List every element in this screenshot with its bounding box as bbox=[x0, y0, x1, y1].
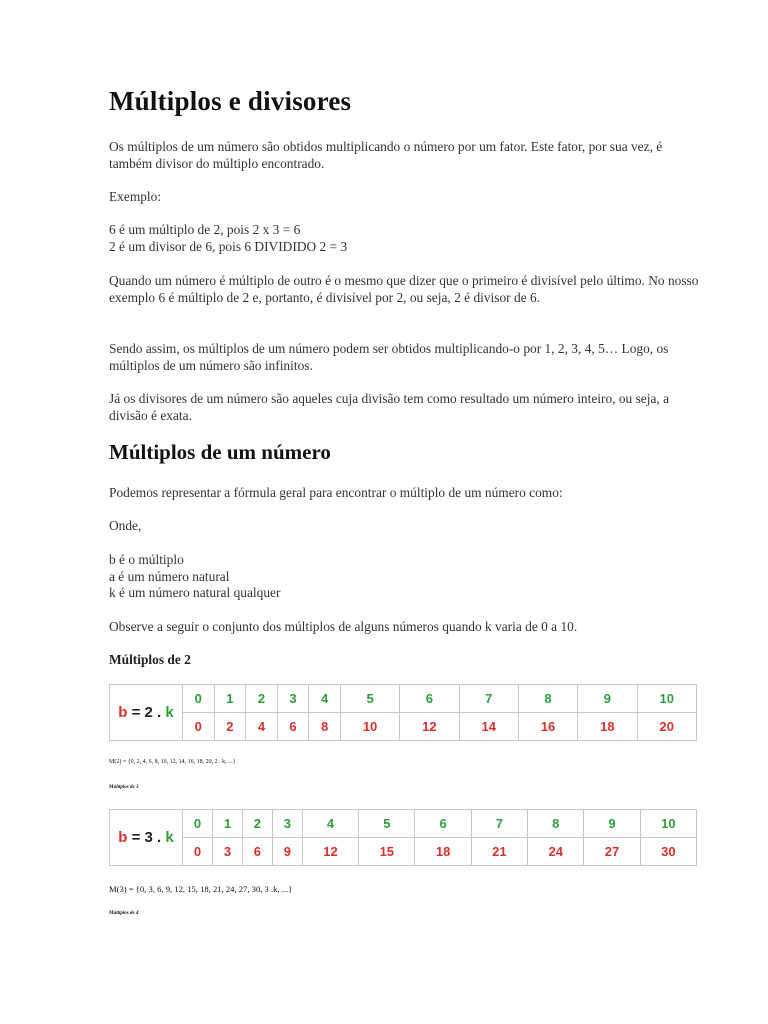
k-cell: 4 bbox=[302, 810, 358, 838]
b-cell: 21 bbox=[471, 838, 527, 866]
b-cell: 4 bbox=[246, 713, 278, 741]
b-cell: 30 bbox=[640, 838, 696, 866]
infinite-paragraph: Sendo assim, os múltiplos de um número podem ser obtidos multiplicando-o por 1, 2, 3, 4, 5… Logo, os múltiplos de um número são infinitos. bbox=[109, 341, 669, 373]
b-cell: 6 bbox=[277, 713, 309, 741]
k-cell: 5 bbox=[359, 810, 415, 838]
k-cell: 3 bbox=[277, 685, 309, 713]
b-cell: 3 bbox=[212, 838, 242, 866]
formula-k: k bbox=[165, 704, 174, 721]
k-cell: 4 bbox=[309, 685, 341, 713]
k-cell: 7 bbox=[459, 685, 518, 713]
multiples-of-2-heading: Múltiplos de 2 bbox=[109, 652, 191, 667]
b-cell: 6 bbox=[242, 838, 272, 866]
definition-a: a é um número natural bbox=[109, 569, 230, 584]
divisible-paragraph: Quando um número é múltiplo de outro é o mesmo que dizer que o primeiro é divisível pelo último. No nosso exemplo 6 é múltiplo de 2 e, portanto, é divisível por 2, ou seja, 2 é divisor de 6. bbox=[109, 273, 699, 305]
definition-k: k é um número natural qualquer bbox=[109, 585, 281, 600]
k-cell: 10 bbox=[637, 685, 696, 713]
formula-paragraph: Podemos representar a fórmula geral para encontrar o múltiplo de um número como: bbox=[109, 485, 563, 500]
formula-cell bbox=[110, 810, 183, 866]
k-cell: 0 bbox=[183, 685, 215, 713]
k-cell: 0 bbox=[183, 810, 213, 838]
b-cell: 27 bbox=[584, 838, 640, 866]
intro-paragraph: Os múltiplos de um número são obtidos multiplicando o número por um fator. Este fator, por sua vez, é também divisor do múltiplo encontrado. bbox=[109, 139, 663, 171]
section-heading-multiples: Múltiplos de um número bbox=[109, 440, 331, 464]
example-line-2: 2 é um divisor de 6, pois 6 DIVIDIDO 2 = 3 bbox=[109, 239, 348, 254]
b-cell: 12 bbox=[302, 838, 358, 866]
formula-mid: = 2 . bbox=[127, 704, 166, 721]
b-cell: 8 bbox=[309, 713, 341, 741]
onde-label: Onde, bbox=[109, 518, 142, 533]
definition-b: b é o múltiplo bbox=[109, 552, 184, 567]
k-cell: 2 bbox=[242, 810, 272, 838]
b-cell: 15 bbox=[359, 838, 415, 866]
multiples-of-3-table bbox=[109, 809, 697, 866]
set-m2: M(2) = {0, 2, 4, 6, 8, 10, 12, 14, 16, 18, 20, 2 . k, ...} bbox=[109, 759, 236, 765]
k-cell: 10 bbox=[640, 810, 696, 838]
k-cell: 6 bbox=[400, 685, 459, 713]
page-title: Múltiplos e divisores bbox=[109, 86, 352, 116]
example-label: Exemplo: bbox=[109, 189, 162, 204]
formula-b: b bbox=[118, 704, 128, 721]
multiples-of-3-heading: Múltiplos de 3 bbox=[109, 785, 139, 790]
b-cell: 2 bbox=[214, 713, 246, 741]
b-cell: 0 bbox=[183, 713, 215, 741]
multiples-of-4-heading: Múltiplos de 4 bbox=[109, 911, 139, 916]
k-cell: 1 bbox=[214, 685, 246, 713]
k-cell: 9 bbox=[578, 685, 637, 713]
k-cell: 1 bbox=[212, 810, 242, 838]
k-cell: 9 bbox=[584, 810, 640, 838]
k-cell: 8 bbox=[528, 810, 584, 838]
example-line-1: 6 é um múltiplo de 2, pois 2 x 3 = 6 bbox=[109, 222, 301, 237]
b-cell: 18 bbox=[415, 838, 471, 866]
set-m3: M(3) = {0, 3, 6, 9, 12, 15, 18, 21, 24, 27, 30, 3 .k, ...} bbox=[109, 884, 293, 894]
k-cell: 5 bbox=[340, 685, 399, 713]
b-cell: 12 bbox=[400, 713, 459, 741]
b-cell: 10 bbox=[340, 713, 399, 741]
b-cell: 16 bbox=[518, 713, 577, 741]
k-cell: 2 bbox=[246, 685, 278, 713]
formula-b: b bbox=[118, 829, 128, 846]
formula-cell bbox=[110, 685, 183, 741]
b-cell: 18 bbox=[578, 713, 637, 741]
observe-paragraph: Observe a seguir o conjunto dos múltiplos de alguns números quando k varia de 0 a 10. bbox=[109, 619, 578, 634]
formula-mid: = 3 . bbox=[127, 829, 166, 846]
multiples-of-2-table bbox=[109, 684, 697, 741]
k-cell: 7 bbox=[471, 810, 527, 838]
b-row bbox=[110, 838, 697, 866]
b-cell: 9 bbox=[272, 838, 302, 866]
divisors-paragraph: Já os divisores de um número são aqueles cuja divisão tem como resultado um número inteiro, ou seja, a divisão é exata. bbox=[109, 391, 670, 423]
formula-k: k bbox=[165, 829, 174, 846]
b-cell: 14 bbox=[459, 713, 518, 741]
k-cell: 6 bbox=[415, 810, 471, 838]
k-row bbox=[110, 810, 697, 838]
b-cell: 0 bbox=[183, 838, 213, 866]
k-cell: 8 bbox=[518, 685, 577, 713]
k-row bbox=[110, 685, 697, 713]
k-cell: 3 bbox=[272, 810, 302, 838]
b-cell: 24 bbox=[528, 838, 584, 866]
b-cell: 20 bbox=[637, 713, 696, 741]
b-row bbox=[110, 713, 697, 741]
